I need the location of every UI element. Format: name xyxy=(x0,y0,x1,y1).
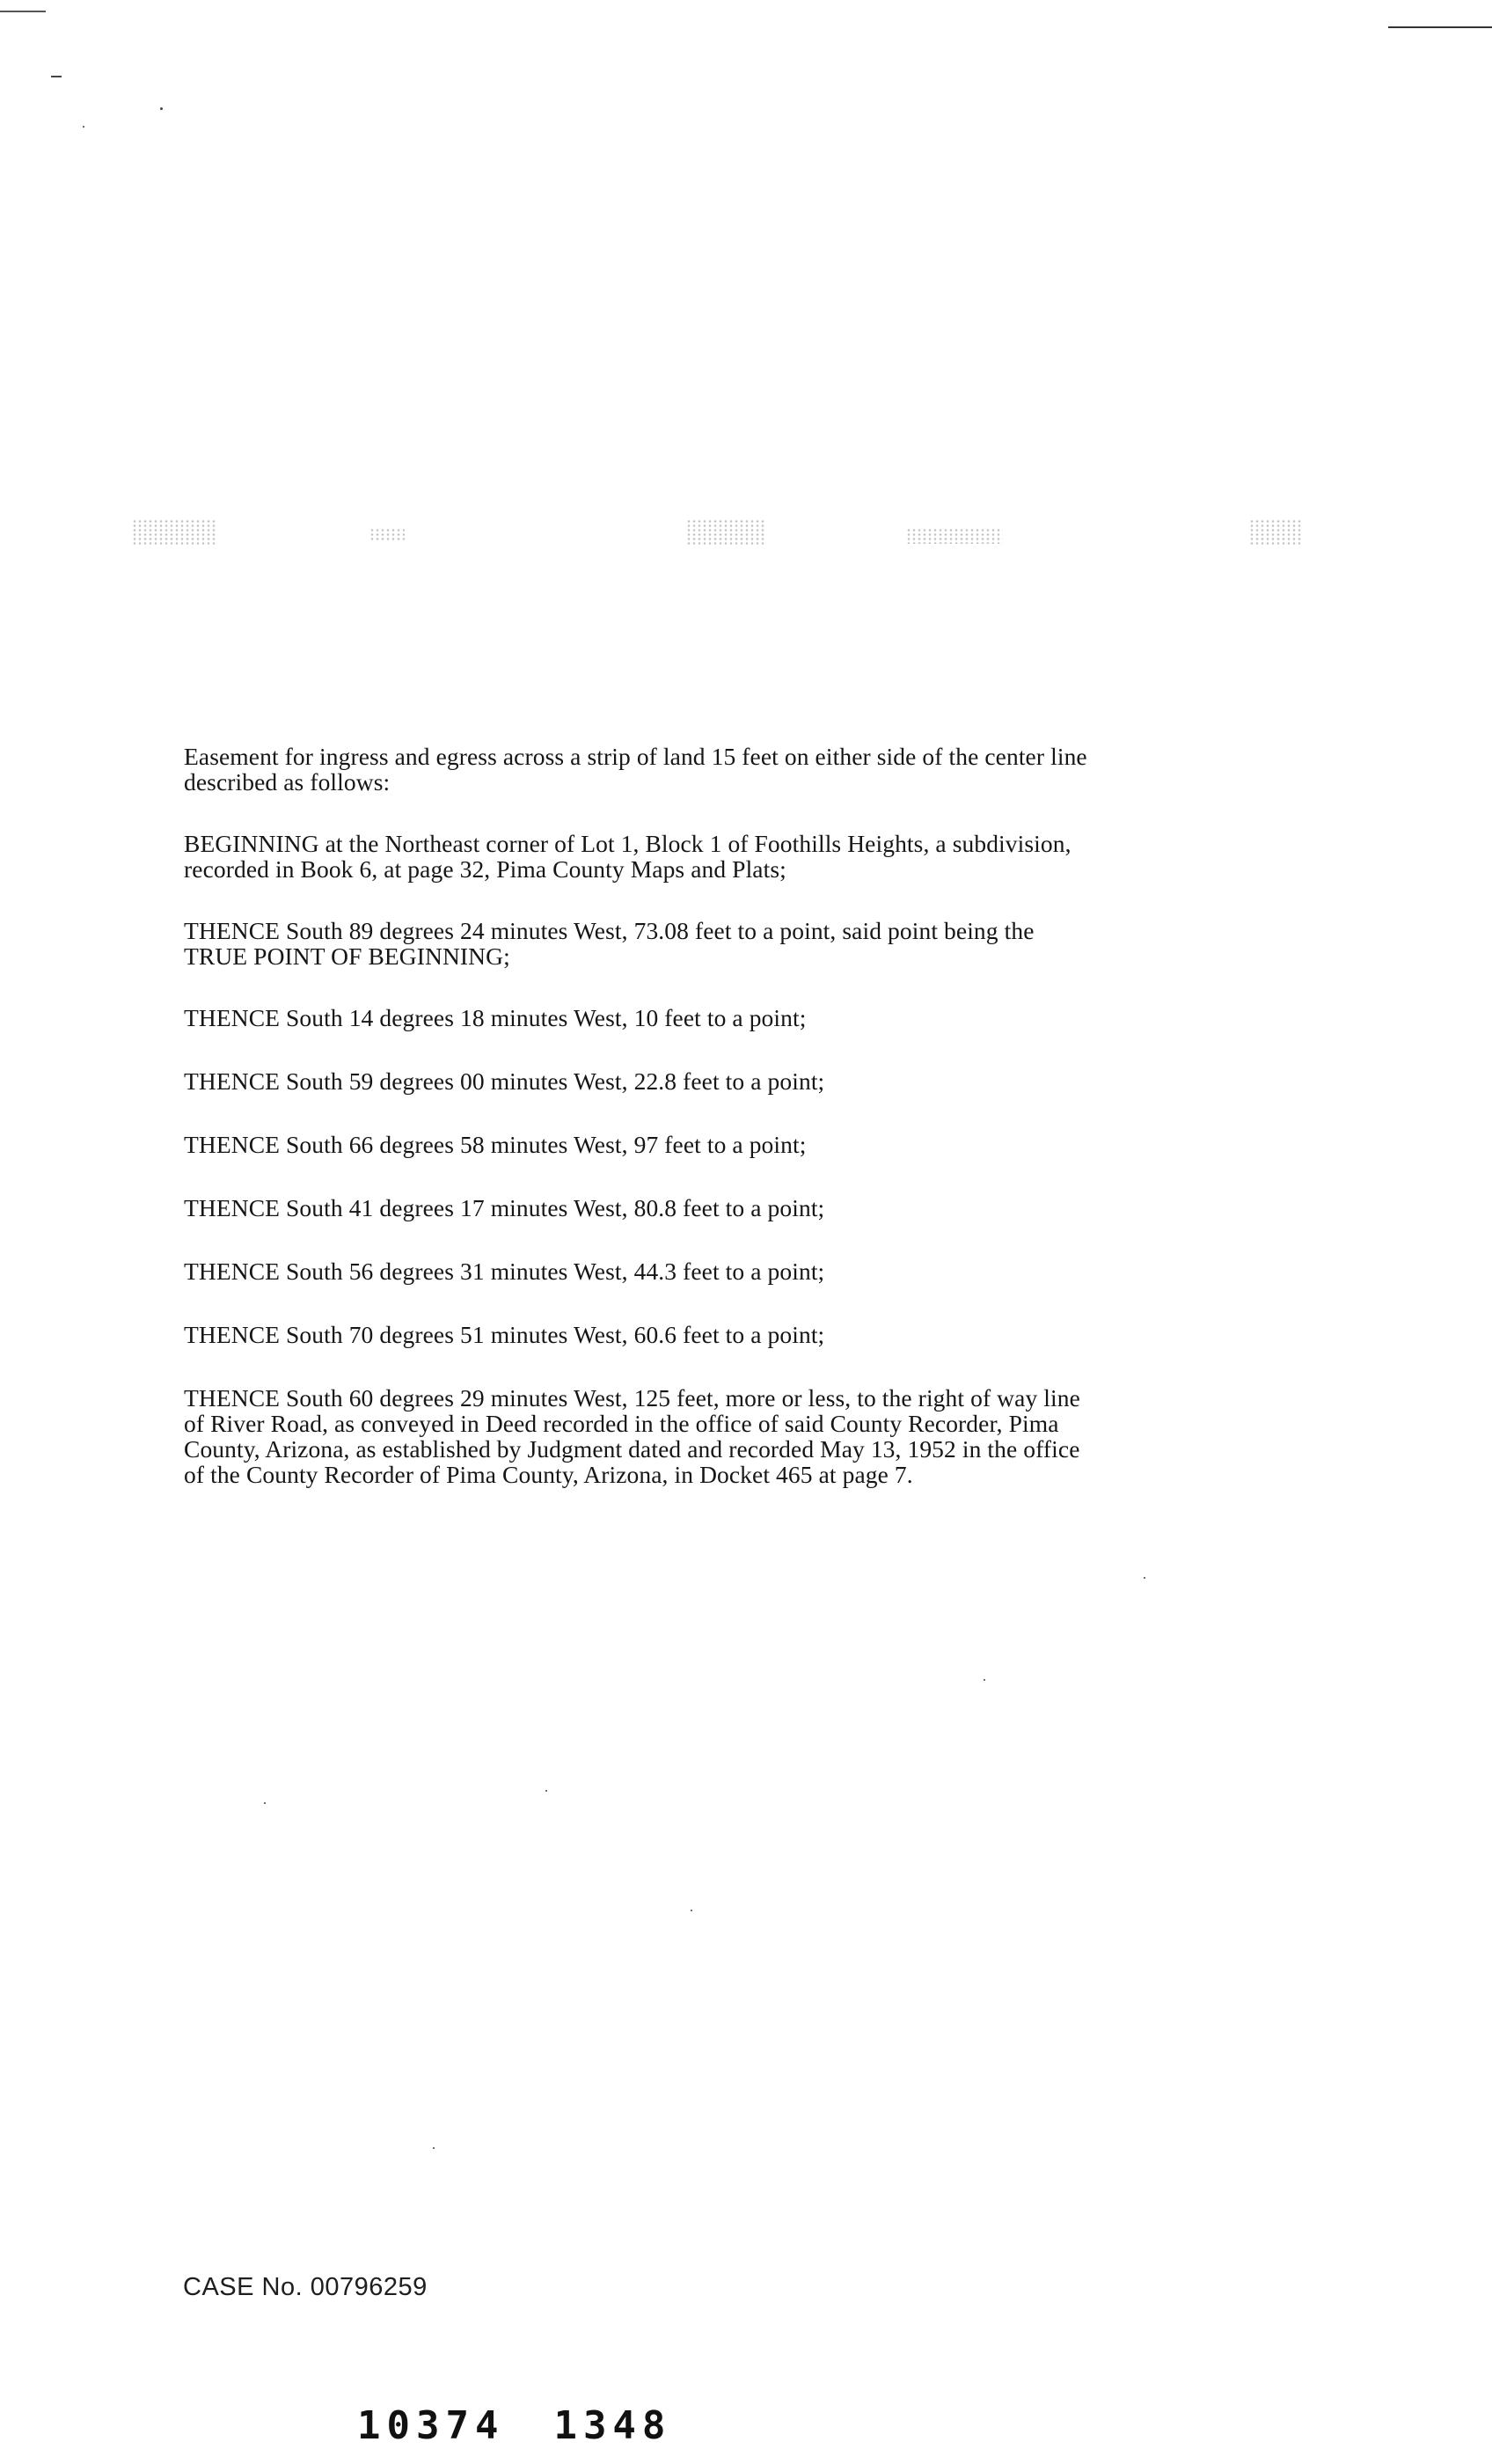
docket-number: 10374 xyxy=(357,2403,505,2448)
scan-speck xyxy=(1144,1577,1145,1579)
scan-speck xyxy=(691,1910,692,1911)
scan-speck xyxy=(83,126,84,128)
docket-page-number: 1348 xyxy=(553,2403,672,2448)
final-thence-clause: THENCE South 60 degrees 29 minutes West, 125 feet, more or less, to the right of way line of River Road, as conveyed in Deed recorded in the office of said County Recorder, Pima County, Arizona, as established by Judgment dated and recorded May 13, 1952 in the office of the County Recorder of Pima County, Arizona, in Docket 465 at page 7. xyxy=(184,1384,1080,1488)
thence-clause: THENCE South 70 degrees 51 minutes West, 60.6 feet to a point; xyxy=(184,1321,825,1348)
scan-noise-band xyxy=(132,519,1311,554)
description-intro: Easement for ingress and egress across a strip of land 15 feet on either side of the center line described as follows: xyxy=(184,743,1087,796)
scan-speck xyxy=(264,1802,266,1804)
scan-speck xyxy=(984,1679,985,1681)
case-number: CASE No. 00796259 xyxy=(183,2273,428,2301)
true-point-clause: THENCE South 89 degrees 24 minutes West, 73.08 feet to a point, said point being the TRUE POINT OF BEGINNING; xyxy=(184,917,1035,970)
thence-clause: THENCE South 59 degrees 00 minutes West, 22.8 feet to a point; xyxy=(184,1067,825,1095)
scan-mark-top-right xyxy=(1388,26,1492,28)
scan-mark-dash xyxy=(51,76,62,77)
thence-clause: THENCE South 14 degrees 18 minutes West, 10 feet to a point; xyxy=(184,1004,807,1031)
thence-clause: THENCE South 66 degrees 58 minutes West, 97 feet to a point; xyxy=(184,1131,807,1158)
scan-speck xyxy=(160,107,163,110)
scan-mark-top-left xyxy=(0,11,46,12)
scan-speck xyxy=(545,1790,547,1792)
thence-clause: THENCE South 56 degrees 31 minutes West, 44.3 feet to a point; xyxy=(184,1258,825,1285)
scan-speck xyxy=(433,2147,435,2149)
beginning-clause: BEGINNING at the Northeast corner of Lot 1, Block 1 of Foothills Heights, a subdivision, recorded in Book 6, at page 32, Pima County Maps and Plats; xyxy=(184,830,1071,883)
docket-stamp xyxy=(357,2403,671,2448)
thence-clause: THENCE South 41 degrees 17 minutes West, 80.8 feet to a point; xyxy=(184,1194,825,1221)
legal-description xyxy=(184,744,1257,1523)
